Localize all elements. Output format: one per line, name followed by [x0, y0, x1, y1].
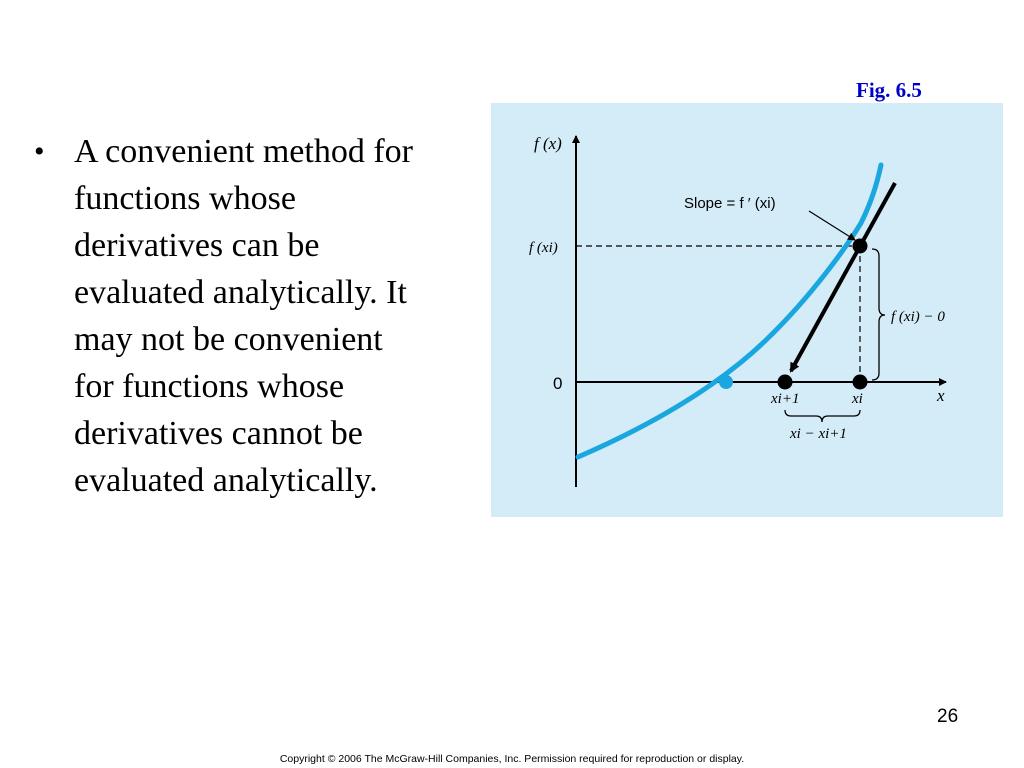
page-number: 26 — [937, 706, 959, 727]
xi1-point — [778, 375, 793, 390]
bullet-line: evaluated analytically. — [74, 462, 378, 499]
bullet-line: may not be convenient — [74, 321, 383, 358]
bullet-text — [74, 128, 484, 504]
bullet-line: functions whose — [74, 180, 296, 217]
figure-svg — [491, 103, 1003, 517]
xi-label: xi — [852, 391, 863, 407]
fxi-point — [853, 239, 868, 254]
fxi-minus-zero-label: f (xi) − 0 — [891, 309, 945, 325]
figure-label: Fig. 6.5 — [856, 78, 922, 102]
horizontal-brace — [785, 410, 860, 422]
bullet-line: for functions whose — [74, 368, 345, 405]
xi1-label: xi+1 — [771, 391, 800, 407]
bullet-line: derivatives can be — [74, 227, 320, 264]
bullet-marker: • — [34, 135, 45, 168]
bullet-line: evaluated analytically. It — [74, 274, 407, 311]
newton-raphson-figure — [491, 103, 1003, 517]
y-axis-label: f (x) — [534, 134, 562, 153]
bullet-point — [34, 128, 484, 504]
slope-pointer — [809, 211, 855, 240]
x-axis-label: x — [937, 386, 945, 405]
difference-label: xi − xi+1 — [790, 426, 847, 442]
vertical-brace — [872, 249, 885, 380]
slope-label: Slope = f ′ (xi) — [684, 195, 776, 212]
fxi-label: f (xi) — [529, 240, 558, 256]
zero-label: 0 — [553, 374, 563, 393]
copyright-notice: Copyright © 2006 The McGraw-Hill Companies, Inc. Permission required for reproduction or display. — [279, 753, 745, 765]
xi-point — [853, 375, 868, 390]
bullet-line: A convenient method for — [74, 133, 413, 170]
root-point — [719, 375, 733, 389]
bullet-line: derivatives cannot be — [74, 415, 363, 452]
